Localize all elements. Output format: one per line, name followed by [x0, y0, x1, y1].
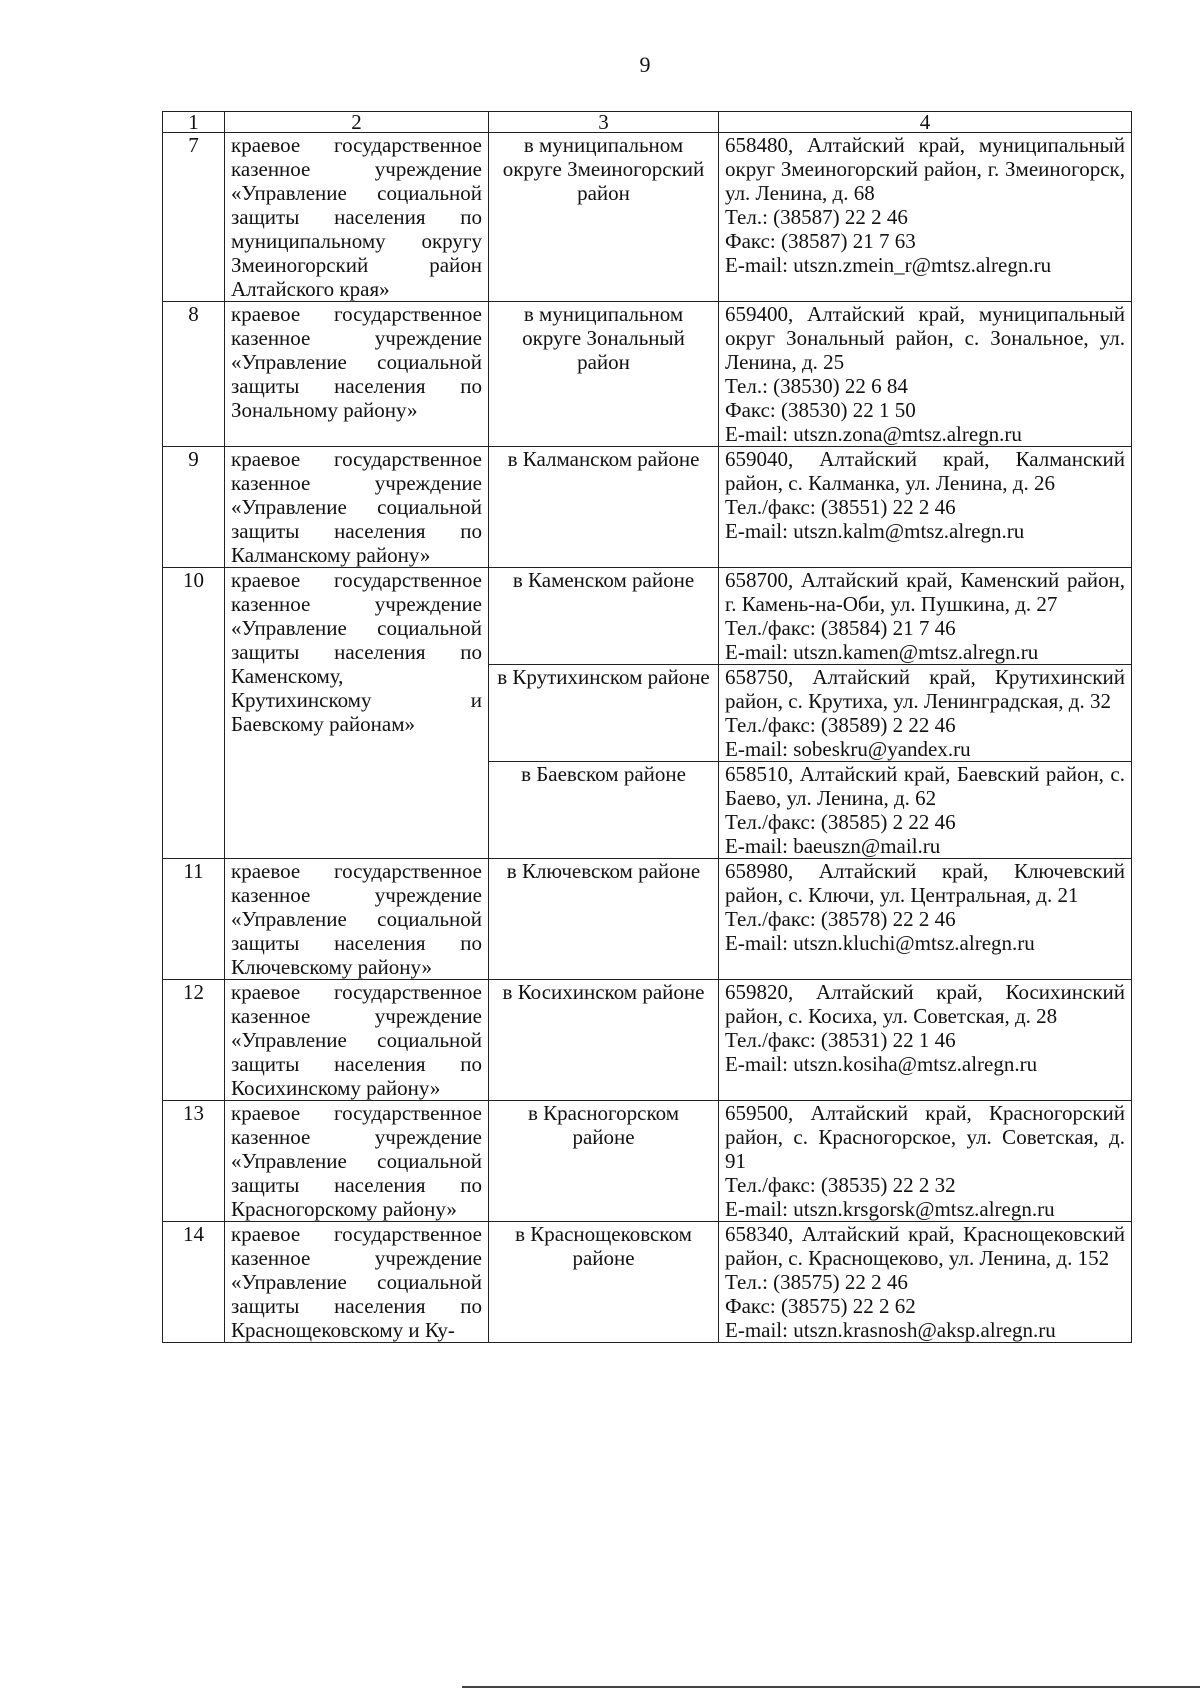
postal-address: 658750, Алтайский край, Крутихинский район, с. Крутиха, ул. Ленинградская, д. 32: [725, 665, 1125, 713]
organization-name: краевое государственное казенное учреждение «Управление социальной защиты населения по Калманскому району»: [225, 447, 489, 568]
phone-number: Тел.: (38575) 22 2 46: [725, 1270, 908, 1294]
row-number: 14: [163, 1222, 225, 1343]
district-name: в Калманском районе: [489, 447, 719, 568]
fax-number: Факс: (38575) 22 2 62: [725, 1294, 916, 1318]
district-name: в Баевском районе: [489, 762, 719, 859]
table-row: [163, 447, 1132, 568]
table-row: [163, 568, 1132, 665]
fax-number: Факс: (38530) 22 1 50: [725, 398, 916, 422]
contact-details: [719, 980, 1132, 1101]
district-name: в муниципальном округе Зональный район: [489, 302, 719, 447]
organization-name: краевое государственное казенное учреждение «Управление социальной защиты населения по муниципальному округу Змеиногорский район Алтайского края»: [225, 133, 489, 302]
organization-name: краевое государственное казенное учреждение «Управление социальной защиты населения по Ключевскому району»: [225, 859, 489, 980]
table-row: [163, 859, 1132, 980]
table-row: [163, 1101, 1132, 1222]
organization-name: краевое государственное казенное учреждение «Управление социальной защиты населения по Краснощековскому и Ку-: [225, 1222, 489, 1343]
phone-number: Тел./факс: (38584) 21 7 46: [725, 616, 956, 640]
phone-number: Тел./факс: (38578) 22 2 46: [725, 907, 956, 931]
postal-address: 659820, Алтайский край, Косихинский район, с. Косиха, ул. Советская, д. 28: [725, 980, 1125, 1028]
column-header: 2: [225, 112, 489, 133]
phone-number: Тел./факс: (38531) 22 1 46: [725, 1028, 956, 1052]
email-address: E-mail: utszn.zmein_r@mtsz.alregn.ru: [725, 253, 1052, 277]
row-number: 10: [163, 568, 225, 859]
contact-details: [719, 859, 1132, 980]
district-name: в Крутихинском районе: [489, 665, 719, 762]
fax-number: Факс: (38587) 21 7 63: [725, 229, 916, 253]
organization-name: краевое государственное казенное учреждение «Управление социальной защиты населения по Каменскому, Крутихинскому и Баевскому районам»: [225, 568, 489, 859]
email-address: E-mail: utszn.kosiha@mtsz.alregn.ru: [725, 1052, 1038, 1076]
page-number: 9: [639, 52, 651, 77]
row-number: 7: [163, 133, 225, 302]
contact-details: [719, 762, 1132, 859]
bottom-rule: [462, 1686, 1200, 1688]
district-name: в Каменском районе: [489, 568, 719, 665]
district-name: в Красногорском районе: [489, 1101, 719, 1222]
row-number: 11: [163, 859, 225, 980]
column-header: 3: [489, 112, 719, 133]
phone-number: Тел./факс: (38551) 22 2 46: [725, 495, 956, 519]
row-number: 8: [163, 302, 225, 447]
postal-address: 659500, Алтайский край, Красногорский район, с. Красногорское, ул. Советская, д. 91: [725, 1101, 1125, 1173]
phone-number: Тел.: (38530) 22 6 84: [725, 374, 908, 398]
postal-address: 659040, Алтайский край, Калманский район, с. Калманка, ул. Ленина, д. 26: [725, 447, 1125, 495]
contact-details: [719, 447, 1132, 568]
contact-details: [719, 1101, 1132, 1222]
organization-name: краевое государственное казенное учреждение «Управление социальной защиты населения по Зональному району»: [225, 302, 489, 447]
organization-name: краевое государственное казенное учреждение «Управление социальной защиты населения по Красногорскому району»: [225, 1101, 489, 1222]
district-name: в Ключевском районе: [489, 859, 719, 980]
row-number: 9: [163, 447, 225, 568]
column-header: 4: [719, 112, 1132, 133]
email-address: E-mail: utszn.kluchi@mtsz.alregn.ru: [725, 931, 1035, 955]
contact-details: [719, 665, 1132, 762]
postal-address: 659400, Алтайский край, муниципальный округ Зональный район, с. Зональное, ул. Ленина, д. 25: [725, 302, 1125, 374]
table-body: [163, 133, 1132, 1343]
table-row: [163, 1222, 1132, 1343]
contact-details: [719, 302, 1132, 447]
district-name: в муниципальном округе Змеиногорский район: [489, 133, 719, 302]
email-address: E-mail: sobeskru@yandex.ru: [725, 737, 971, 761]
table-row: [163, 980, 1132, 1101]
contact-details: [719, 133, 1132, 302]
postal-address: 658510, Алтайский край, Баевский район, с. Баево, ул. Ленина, д. 62: [725, 762, 1125, 810]
email-address: E-mail: utszn.krsgorsk@mtsz.alregn.ru: [725, 1197, 1055, 1221]
email-address: E-mail: utszn.kamen@mtsz.alregn.ru: [725, 640, 1039, 664]
postal-address: 658480, Алтайский край, муниципальный округ Змеиногорский район, г. Змеиногорск, ул. Ленина, д. 68: [725, 133, 1125, 205]
phone-number: Тел.: (38587) 22 2 46: [725, 205, 908, 229]
postal-address: 658980, Алтайский край, Ключевский район, с. Ключи, ул. Центральная, д. 21: [725, 859, 1125, 907]
organization-name: краевое государственное казенное учреждение «Управление социальной защиты населения по Косихинскому району»: [225, 980, 489, 1101]
row-number: 12: [163, 980, 225, 1101]
email-address: E-mail: utszn.zona@mtsz.alregn.ru: [725, 422, 1022, 446]
contact-details: [719, 1222, 1132, 1343]
district-name: в Краснощековском районе: [489, 1222, 719, 1343]
table-row: [163, 302, 1132, 447]
row-number: 13: [163, 1101, 225, 1222]
phone-number: Тел./факс: (38589) 2 22 46: [725, 713, 956, 737]
column-header: 1: [163, 112, 225, 133]
phone-number: Тел./факс: (38535) 22 2 32: [725, 1173, 956, 1197]
postal-address: 658700, Алтайский край, Каменский район, г. Камень-на-Оби, ул. Пушкина, д. 27: [725, 568, 1125, 616]
email-address: E-mail: baeuszn@mail.ru: [725, 834, 941, 858]
postal-address: 658340, Алтайский край, Краснощековский район, с. Краснощеково, ул. Ленина, д. 152: [725, 1222, 1125, 1270]
email-address: E-mail: utszn.kalm@mtsz.alregn.ru: [725, 519, 1025, 543]
email-address: E-mail: utszn.krasnosh@aksp.alregn.ru: [725, 1318, 1056, 1342]
institutions-table: [162, 111, 1132, 1343]
table-row: [163, 133, 1132, 302]
phone-number: Тел./факс: (38585) 2 22 46: [725, 810, 956, 834]
district-name: в Косихинском районе: [489, 980, 719, 1101]
table-header-row: [163, 112, 1132, 133]
contact-details: [719, 568, 1132, 665]
